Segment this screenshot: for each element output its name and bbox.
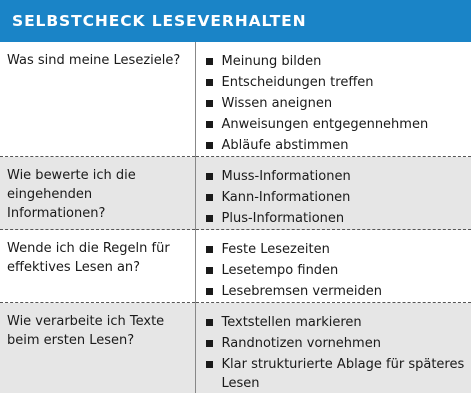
list-item <box>206 208 468 229</box>
answer-text: Muss-Informationen <box>221 169 351 184</box>
question-cell <box>0 42 195 157</box>
table-row <box>0 303 471 394</box>
square-bullet-icon <box>206 215 213 222</box>
selfcheck-table <box>0 42 471 393</box>
list-item <box>206 135 468 156</box>
list-item <box>206 72 468 93</box>
answer-text: Plus-Informationen <box>221 211 345 226</box>
list-item <box>206 166 468 187</box>
answer-text: Textstellen markieren <box>221 315 362 330</box>
answer-list <box>206 312 468 393</box>
question-cell <box>0 157 195 230</box>
square-bullet-icon <box>206 173 213 180</box>
question-text: Was sind meine Leseziele? <box>7 53 181 68</box>
answer-list <box>206 51 468 156</box>
answer-text: Randnotizen vornehmen <box>221 336 381 351</box>
square-bullet-icon <box>206 340 213 347</box>
question-cell <box>0 303 195 394</box>
list-item <box>206 93 468 114</box>
answer-text: Abläufe abstimmen <box>221 138 349 153</box>
list-item <box>206 312 468 333</box>
answer-text: Klar strukturierte Ablage für späteres Lesen <box>221 357 465 391</box>
square-bullet-icon <box>206 288 213 295</box>
square-bullet-icon <box>206 267 213 274</box>
answer-text: Meinung bilden <box>221 54 322 69</box>
square-bullet-icon <box>206 142 213 149</box>
list-item <box>206 355 468 393</box>
answer-text: Feste Lesezeiten <box>221 242 330 257</box>
answer-text: Lesetempo finden <box>221 263 339 278</box>
square-bullet-icon <box>206 361 213 368</box>
question-text: Wende ich die Regeln für effektives Lesen an? <box>7 241 170 275</box>
square-bullet-icon <box>206 100 213 107</box>
square-bullet-icon <box>206 79 213 86</box>
table-row <box>0 157 471 230</box>
list-item <box>206 281 468 302</box>
answer-text: Entscheidungen treffen <box>221 75 374 90</box>
square-bullet-icon <box>206 319 213 326</box>
table-row <box>0 230 471 303</box>
answer-cell <box>195 230 471 303</box>
square-bullet-icon <box>206 194 213 201</box>
table-header <box>0 0 471 42</box>
list-item <box>206 239 468 260</box>
answer-cell <box>195 157 471 230</box>
square-bullet-icon <box>206 246 213 253</box>
question-cell <box>0 230 195 303</box>
answer-list <box>206 166 468 229</box>
list-item <box>206 51 468 72</box>
list-item <box>206 260 468 281</box>
question-text: Wie bewerte ich die eingehenden Informationen? <box>7 168 136 221</box>
answer-text: Anweisungen entgegennehmen <box>221 117 429 132</box>
answer-text: Kann-Informationen <box>221 190 351 205</box>
question-text: Wie verarbeite ich Texte beim ersten Lesen? <box>7 314 165 348</box>
answer-text: Lesebremsen vermeiden <box>221 284 382 299</box>
square-bullet-icon <box>206 121 213 128</box>
answer-list <box>206 239 468 302</box>
answer-cell <box>195 42 471 157</box>
answer-text: Wissen aneignen <box>221 96 333 111</box>
list-item <box>206 187 468 208</box>
list-item <box>206 333 468 354</box>
table-title: SELBSTCHECK LESEVERHALTEN <box>12 12 307 30</box>
list-item <box>206 114 468 135</box>
square-bullet-icon <box>206 58 213 65</box>
answer-cell <box>195 303 471 394</box>
table-row <box>0 42 471 157</box>
